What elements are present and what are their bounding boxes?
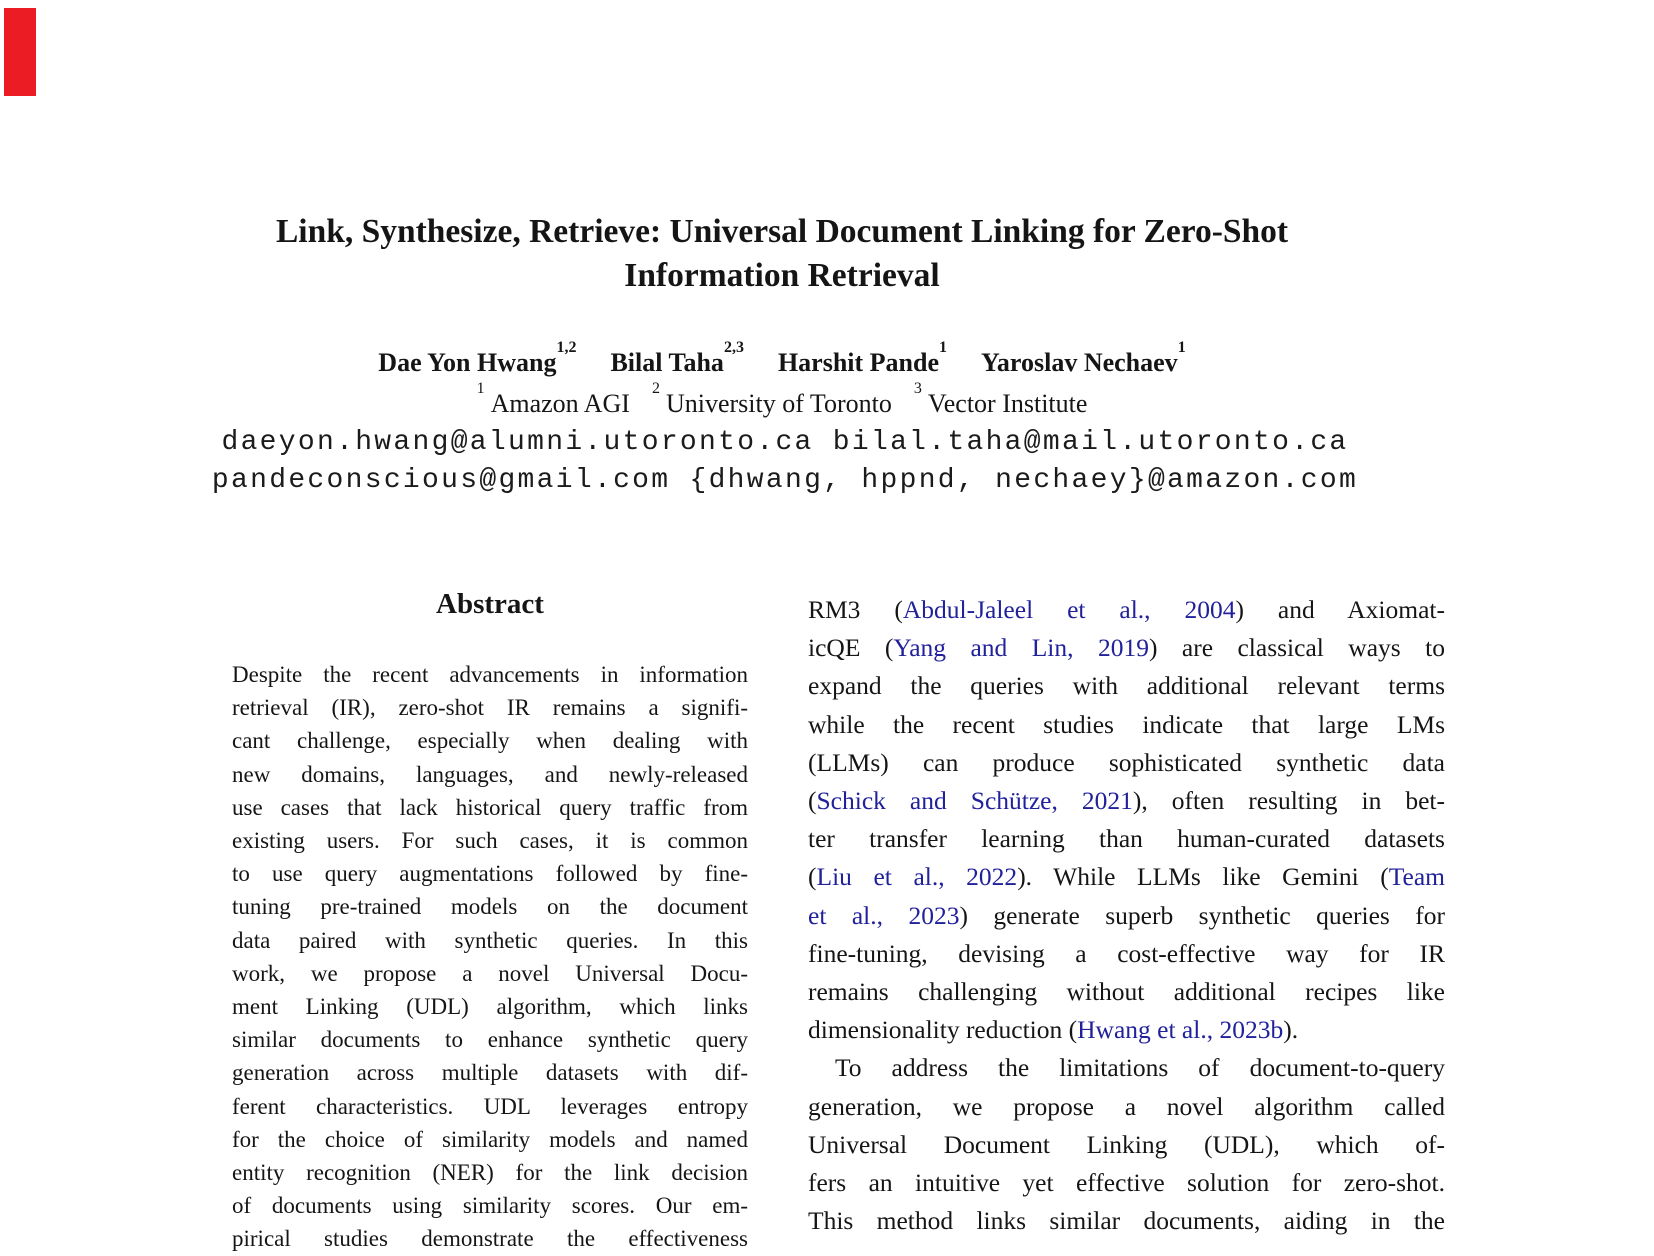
abstract-line: ferent characteristics. UDL leverages entropy (232, 1093, 748, 1119)
introduction-line: fers an intuitive yet effective solution for zero-shot. (808, 1168, 1445, 1198)
introduction-line: This method links similar documents, aiding in the (808, 1206, 1445, 1236)
paper-title-line-1: Link, Synthesize, Retrieve: Universal Document Linking for Zero-Shot (275, 213, 1289, 250)
abstract-line: tuning pre-trained models on the document (232, 894, 748, 920)
abstract-line: of documents using similarity scores. Our em- (232, 1193, 748, 1219)
abstract-line: for the choice of similarity models and named (232, 1126, 748, 1152)
author-name: Harshit Pande$^1$ (777, 339, 948, 377)
introduction-line: et al., 2023) generate superb synthetic queries for (808, 900, 1445, 930)
affiliation-number-superscript: 1 (476, 380, 485, 398)
abstract-body (232, 658, 748, 1256)
abstract-line: retrieval (IR), zero-shot IR remains a signifi- (232, 695, 748, 721)
abstract-line: cant challenge, especially when dealing with (232, 728, 748, 754)
citation-link[interactable]: Yang and Lin, 2019 (893, 633, 1149, 663)
author-emails-line-1: daeyon.hwang@alumni.utoronto.ca bilal.taha@mail.utoronto.ca (221, 427, 1349, 458)
affiliations-row (0, 380, 1564, 419)
author-name: Yaroslav Nechaev$^1$ (981, 339, 1186, 377)
abstract-line: pirical studies demonstrate the effectiveness (232, 1226, 748, 1252)
abstract-line: use cases that lack historical query traffic from (232, 794, 748, 820)
introduction-line: remains challenging without additional recipes like (808, 977, 1445, 1007)
introduction-line: RM3 (Abdul-Jaleel et al., 2004) and Axiomat- (808, 595, 1445, 624)
abstract-line: existing users. For such cases, it is common (232, 828, 748, 854)
citation-link[interactable]: Liu et al., 2022 (816, 862, 1018, 892)
author-affiliation-superscript: 1,2 (556, 339, 577, 357)
abstract-line: data paired with synthetic queries. In this (232, 927, 748, 953)
author-name: Bilal Taha$^{2,3}$ (610, 339, 744, 377)
abstract-line: entity recognition (NER) for the link decision (232, 1160, 748, 1186)
introduction-line: dimensionality reduction (Hwang et al., 2023b). (808, 1015, 1299, 1045)
abstract-line: work, we propose a novel Universal Docu- (232, 960, 748, 986)
author-affiliation-superscript: 1 (1177, 339, 1186, 357)
affiliation-item: $^3$Vector Institute (913, 380, 1088, 418)
citation-link[interactable]: Hwang et al., 2023b (1077, 1015, 1284, 1045)
citation-link[interactable]: Abdul-Jaleel et al., 2004 (902, 595, 1236, 624)
affiliation-item: $^1$Amazon AGI (476, 380, 630, 418)
abstract-line: generation across multiple datasets with dif- (232, 1060, 748, 1086)
abstract-heading: Abstract (436, 588, 544, 620)
abstract-line: similar documents to enhance synthetic query (232, 1027, 748, 1053)
abstract-line: new domains, languages, and newly-released (232, 761, 748, 787)
introduction-line: (Liu et al., 2022). While LLMs like Gemini (Team (808, 862, 1445, 892)
author-emails-line-2: pandeconscious@gmail.com {dhwang, hppnd, nechaey}@amazon.com (211, 465, 1359, 496)
introduction-line: To address the limitations of document-to-query (835, 1053, 1445, 1083)
introduction-line: expand the queries with additional relevant terms (808, 671, 1445, 701)
introduction-line: (Schick and Schütze, 2021), often resulting in bet- (808, 786, 1445, 816)
abstract-section (232, 588, 748, 1252)
introduction-line: generation, we propose a novel algorithm called (808, 1091, 1445, 1121)
introduction-column (808, 591, 1445, 1240)
author-affiliation-superscript: 2,3 (723, 339, 744, 357)
introduction-line: while the recent studies indicate that large LMs (808, 709, 1445, 739)
abstract-line: Despite the recent advancements in information (232, 662, 748, 687)
introduction-line: ter transfer learning than human-curated datasets (808, 824, 1445, 854)
citation-link[interactable]: Team (1388, 862, 1445, 892)
author-name: Dae Yon Hwang$^{1,2}$ (378, 339, 577, 377)
introduction-line: fine-tuning, devising a cost-effective way for IR (808, 938, 1445, 968)
introduction-line: Universal Document Linking (UDL), which of- (808, 1129, 1445, 1159)
paper-title (0, 210, 1564, 297)
affiliation-number-superscript: 3 (913, 380, 922, 398)
abstract-line: ment Linking (UDL) algorithm, which links (232, 994, 748, 1020)
introduction-line: (LLMs) can produce sophisticated synthetic data (808, 747, 1445, 777)
affiliation-number-superscript: 2 (651, 380, 660, 398)
abstract-line: to use query augmentations followed by fine- (232, 861, 748, 887)
author-affiliation-superscript: 1 (939, 339, 948, 357)
citation-link[interactable]: Schick and Schütze, 2021 (816, 786, 1133, 816)
affiliation-item: $^2$University of Toronto (651, 380, 892, 418)
citation-link[interactable]: et al., 2023 (808, 900, 960, 930)
paper-title-line-2: Information Retrieval (624, 256, 940, 294)
red-marker (4, 8, 36, 96)
authors-row (0, 339, 1564, 378)
introduction-line: icQE (Yang and Lin, 2019) are classical ways to (808, 633, 1445, 663)
